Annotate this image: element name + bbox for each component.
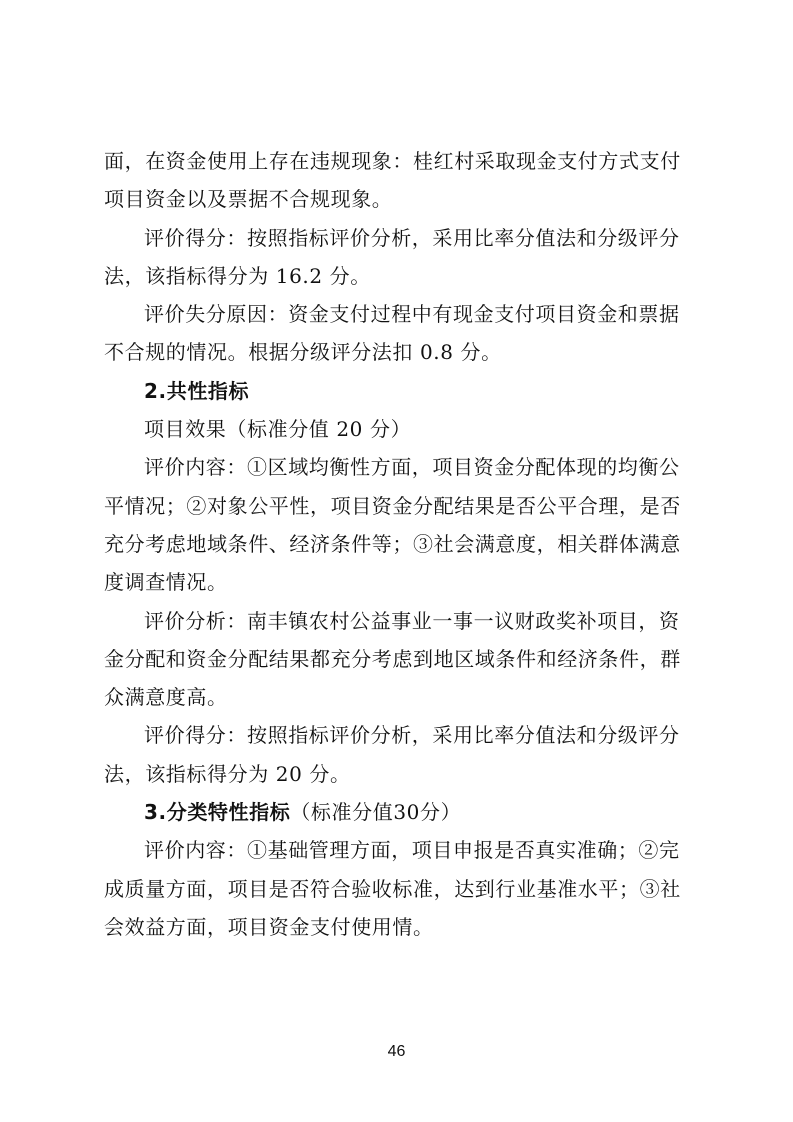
section-heading-note: （标准分值30分）	[290, 800, 462, 825]
section-heading-title: 3.分类特性指标	[144, 800, 291, 825]
paragraph-line: 度调查情况。	[104, 570, 228, 595]
paragraph-line: 会效益方面，项目资金支付使用情。	[104, 914, 434, 939]
section-heading	[104, 793, 704, 831]
paragraph-line: 评价分析：南丰镇农村公益事业一事一议财政奖补项目，资	[144, 608, 680, 633]
page-number: 46	[387, 1043, 406, 1060]
paragraph-line: 项目资金以及票据不合规现象。	[104, 187, 393, 212]
paragraph-line: 平情况；②对象公平性，项目资金分配结果是否公平合理，是否	[104, 493, 681, 518]
section-heading: 2.共性指标	[144, 378, 250, 403]
paragraph-line: 评价得分：按照指标评价分析，采用比率分值法和分级评分	[144, 723, 680, 748]
paragraph-line: 金分配和资金分配结果都充分考虑到地区域条件和经济条件，群	[104, 646, 681, 671]
paragraph-line: 评价内容：①区域均衡性方面，项目资金分配体现的均衡公	[144, 455, 680, 480]
paragraph-line: 法，该指标得分为 20 分。	[104, 761, 351, 786]
paragraph-line: 评价内容：①基础管理方面，项目申报是否真实准确；②完	[144, 838, 680, 863]
paragraph-line: 评价失分原因：资金支付过程中有现金支付项目资金和票据	[144, 302, 680, 327]
paragraph-line: 成质量方面，项目是否符合验收标准，达到行业基准水平；③社	[104, 876, 681, 901]
paragraph-line: 众满意度高。	[104, 685, 228, 710]
paragraph-line: 法，该指标得分为 16.2 分。	[104, 263, 371, 288]
paragraph-line: 面，在资金使用上存在违规现象：桂红村采取现金支付方式支付	[104, 149, 681, 173]
paragraph-line: 充分考虑地域条件、经济条件等；③社会满意度，相关群体满意	[104, 531, 681, 556]
document-body	[104, 142, 704, 946]
paragraph-line: 项目效果（标准分值 20 分）	[144, 417, 412, 442]
paragraph-line: 不合规的情况。根据分级评分法扣 0.8 分。	[104, 340, 502, 365]
paragraph-line: 评价得分：按照指标评价分析，采用比率分值法和分级评分	[144, 225, 680, 250]
